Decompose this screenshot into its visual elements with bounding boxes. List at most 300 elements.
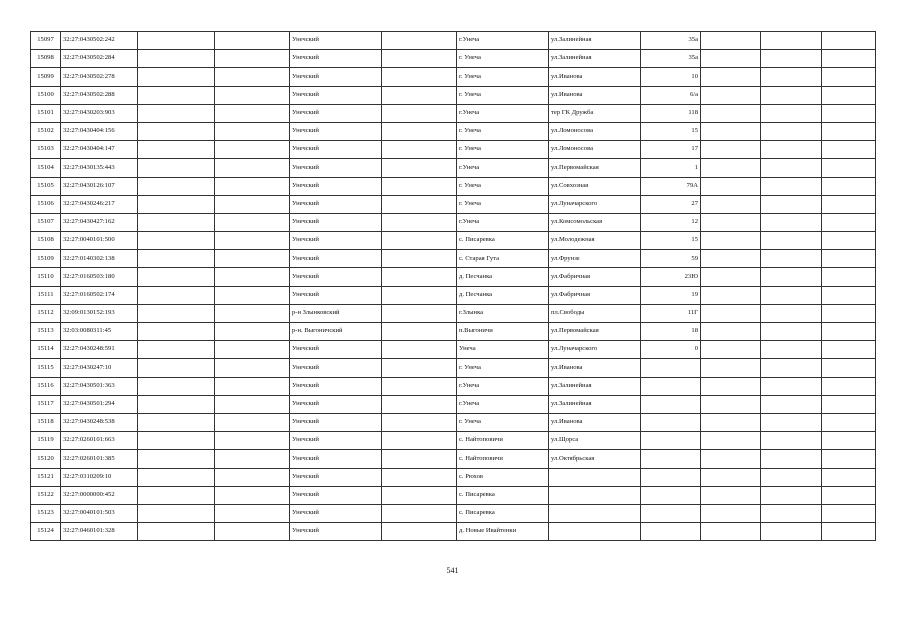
street-cell: ул.Фабричная [549, 286, 641, 304]
locality-cell: г. Унеча [457, 195, 549, 213]
record-number-cell: 15097 [31, 32, 61, 50]
empty-cell [701, 323, 761, 341]
empty-cell [382, 195, 457, 213]
cadastral-number-cell: 32:09:0130152:193 [61, 304, 138, 322]
empty-cell [215, 450, 290, 468]
empty-cell [215, 68, 290, 86]
street-cell: ул.Фрунзе [549, 250, 641, 268]
cadastral-number-cell: 32:27:0430502:288 [61, 86, 138, 104]
empty-cell [761, 250, 822, 268]
table-row [31, 195, 876, 213]
empty-cell [701, 486, 761, 504]
house-number-cell: 59 [641, 250, 701, 268]
house-number-cell [641, 432, 701, 450]
record-number-cell: 15100 [31, 86, 61, 104]
locality-cell: г. Унеча [457, 50, 549, 68]
street-cell: ул.Луначарского [549, 195, 641, 213]
empty-cell [701, 159, 761, 177]
street-cell: ул.Молодежная [549, 232, 641, 250]
district-cell: Унечский [290, 104, 382, 122]
empty-cell [822, 122, 876, 140]
empty-cell [382, 68, 457, 86]
empty-cell [701, 213, 761, 231]
empty-cell [215, 159, 290, 177]
house-number-cell: 35а [641, 32, 701, 50]
empty-cell [382, 359, 457, 377]
cadastral-number-cell: 32:27:0430404:147 [61, 141, 138, 159]
street-cell: ул.Иванова [549, 86, 641, 104]
empty-cell [701, 468, 761, 486]
locality-cell: г.Злынка [457, 304, 549, 322]
district-cell: Унечский [290, 141, 382, 159]
district-cell: Унечский [290, 486, 382, 504]
table-row [31, 159, 876, 177]
empty-cell [822, 159, 876, 177]
cadastral-number-cell: 32:27:0430404:156 [61, 122, 138, 140]
cadastral-number-cell: 32:27:0140302:138 [61, 250, 138, 268]
empty-cell [701, 359, 761, 377]
empty-cell [138, 432, 215, 450]
district-cell: р-н. Выгоничский [290, 323, 382, 341]
locality-cell: п.Выгоничи [457, 323, 549, 341]
empty-cell [138, 377, 215, 395]
empty-cell [215, 232, 290, 250]
locality-cell: г.Унеча [457, 395, 549, 413]
empty-cell [701, 268, 761, 286]
record-number-cell: 15121 [31, 468, 61, 486]
table-row [31, 413, 876, 431]
empty-cell [822, 359, 876, 377]
empty-cell [822, 177, 876, 195]
house-number-cell: 15 [641, 122, 701, 140]
district-cell: Унечский [290, 432, 382, 450]
empty-cell [215, 323, 290, 341]
empty-cell [138, 450, 215, 468]
table-row [31, 50, 876, 68]
locality-cell: г.Унеча [457, 377, 549, 395]
empty-cell [138, 50, 215, 68]
district-cell: Унечский [290, 504, 382, 522]
district-cell: Унечский [290, 395, 382, 413]
house-number-cell [641, 523, 701, 541]
table-row [31, 141, 876, 159]
empty-cell [382, 122, 457, 140]
empty-cell [138, 413, 215, 431]
empty-cell [822, 432, 876, 450]
cadastral-number-cell: 32:27:0430502:278 [61, 68, 138, 86]
empty-cell [701, 195, 761, 213]
empty-cell [701, 341, 761, 359]
empty-cell [761, 395, 822, 413]
cadastral-number-cell: 32:27:0430135:443 [61, 159, 138, 177]
locality-cell: с. Рюхов [457, 468, 549, 486]
empty-cell [822, 486, 876, 504]
house-number-cell: 12 [641, 213, 701, 231]
empty-cell [215, 468, 290, 486]
table-row [31, 286, 876, 304]
empty-cell [382, 268, 457, 286]
empty-cell [382, 504, 457, 522]
empty-cell [822, 341, 876, 359]
locality-cell: г. Унеча [457, 141, 549, 159]
empty-cell [382, 450, 457, 468]
empty-cell [138, 268, 215, 286]
empty-cell [215, 304, 290, 322]
empty-cell [138, 122, 215, 140]
record-number-cell: 15101 [31, 104, 61, 122]
locality-cell: г. Унеча [457, 413, 549, 431]
street-cell: ул.Щорса [549, 432, 641, 450]
locality-cell: г.Унеча [457, 159, 549, 177]
house-number-cell: 17 [641, 141, 701, 159]
empty-cell [215, 213, 290, 231]
house-number-cell [641, 359, 701, 377]
empty-cell [701, 32, 761, 50]
empty-cell [701, 377, 761, 395]
cadastral-number-cell: 32:27:0000000:452 [61, 486, 138, 504]
cadastral-number-cell: 32:27:0260101:663 [61, 432, 138, 450]
empty-cell [822, 195, 876, 213]
district-cell: Унечский [290, 213, 382, 231]
house-number-cell: 1 [641, 159, 701, 177]
cadastral-number-cell: 32:27:0310209:10 [61, 468, 138, 486]
house-number-cell: 15 [641, 232, 701, 250]
empty-cell [215, 432, 290, 450]
empty-cell [822, 413, 876, 431]
empty-cell [761, 504, 822, 522]
table-row [31, 86, 876, 104]
empty-cell [382, 250, 457, 268]
locality-cell: Унеча [457, 341, 549, 359]
locality-cell: с. Писаревка [457, 232, 549, 250]
house-number-cell: 10 [641, 68, 701, 86]
cadastral-number-cell: 32:27:0430501:363 [61, 377, 138, 395]
empty-cell [822, 250, 876, 268]
empty-cell [701, 50, 761, 68]
cadastral-number-cell: 32:27:0430246:217 [61, 195, 138, 213]
record-number-cell: 15122 [31, 486, 61, 504]
table-row [31, 395, 876, 413]
empty-cell [382, 86, 457, 104]
house-number-cell: 11Г [641, 304, 701, 322]
cadastral-number-cell: 32:27:0430203:903 [61, 104, 138, 122]
street-cell: ул.Первомайская [549, 159, 641, 177]
district-cell: Унечский [290, 450, 382, 468]
table-row [31, 504, 876, 522]
empty-cell [701, 177, 761, 195]
empty-cell [701, 432, 761, 450]
house-number-cell [641, 377, 701, 395]
empty-cell [215, 32, 290, 50]
house-number-cell: 27 [641, 195, 701, 213]
empty-cell [822, 213, 876, 231]
district-cell: Унечский [290, 413, 382, 431]
street-cell: пл.Свободы [549, 304, 641, 322]
empty-cell [701, 232, 761, 250]
empty-cell [761, 122, 822, 140]
empty-cell [382, 159, 457, 177]
district-cell: Унечский [290, 32, 382, 50]
cadastral-number-cell: 32:27:0430427:162 [61, 213, 138, 231]
house-number-cell [641, 486, 701, 504]
house-number-cell: 79А [641, 177, 701, 195]
street-cell: ул.Октябрьская [549, 450, 641, 468]
empty-cell [761, 450, 822, 468]
empty-cell [382, 213, 457, 231]
locality-cell: г. Унеча [457, 359, 549, 377]
empty-cell [215, 177, 290, 195]
empty-cell [138, 359, 215, 377]
street-cell: ул.Залинейная [549, 50, 641, 68]
street-cell: ул.Иванова [549, 359, 641, 377]
empty-cell [138, 159, 215, 177]
cadastral-number-cell: 32:27:0260101:385 [61, 450, 138, 468]
street-cell: ул.Залинейная [549, 32, 641, 50]
table-row [31, 377, 876, 395]
record-number-cell: 15107 [31, 213, 61, 231]
empty-cell [761, 159, 822, 177]
empty-cell [215, 50, 290, 68]
empty-cell [822, 523, 876, 541]
empty-cell [215, 341, 290, 359]
empty-cell [138, 104, 215, 122]
house-number-cell [641, 468, 701, 486]
district-cell: Унечский [290, 232, 382, 250]
empty-cell [761, 213, 822, 231]
empty-cell [382, 286, 457, 304]
empty-cell [382, 341, 457, 359]
table-row [31, 486, 876, 504]
empty-cell [215, 104, 290, 122]
empty-cell [822, 304, 876, 322]
empty-cell [701, 141, 761, 159]
table-row [31, 341, 876, 359]
empty-cell [138, 177, 215, 195]
empty-cell [138, 304, 215, 322]
locality-cell: г. Унеча [457, 122, 549, 140]
record-number-cell: 15112 [31, 304, 61, 322]
empty-cell [138, 213, 215, 231]
empty-cell [382, 104, 457, 122]
house-number-cell [641, 450, 701, 468]
empty-cell [138, 232, 215, 250]
empty-cell [761, 468, 822, 486]
empty-cell [382, 177, 457, 195]
empty-cell [138, 68, 215, 86]
empty-cell [382, 468, 457, 486]
empty-cell [701, 450, 761, 468]
cadastral-number-cell: 32:27:0460101:328 [61, 523, 138, 541]
record-number-cell: 15111 [31, 286, 61, 304]
empty-cell [761, 104, 822, 122]
empty-cell [138, 195, 215, 213]
street-cell: ул.Иванова [549, 413, 641, 431]
locality-cell: г. Унеча [457, 177, 549, 195]
empty-cell [761, 323, 822, 341]
empty-cell [138, 86, 215, 104]
locality-cell: д. Песчанка [457, 268, 549, 286]
empty-cell [701, 86, 761, 104]
empty-cell [761, 359, 822, 377]
locality-cell: г.Унеча [457, 213, 549, 231]
record-number-cell: 15110 [31, 268, 61, 286]
cadastral-number-cell: 32:27:0430502:242 [61, 32, 138, 50]
record-number-cell: 15109 [31, 250, 61, 268]
house-number-cell: 6/а [641, 86, 701, 104]
street-cell: тер ГК Дружба [549, 104, 641, 122]
empty-cell [382, 432, 457, 450]
empty-cell [701, 286, 761, 304]
empty-cell [761, 86, 822, 104]
record-number-cell: 15113 [31, 323, 61, 341]
empty-cell [822, 32, 876, 50]
empty-cell [215, 413, 290, 431]
locality-cell: д. Новые Ивайтенки [457, 523, 549, 541]
empty-cell [761, 177, 822, 195]
empty-cell [215, 486, 290, 504]
empty-cell [701, 122, 761, 140]
empty-cell [215, 122, 290, 140]
empty-cell [761, 268, 822, 286]
record-number-cell: 15108 [31, 232, 61, 250]
street-cell: ул.Комсомольская [549, 213, 641, 231]
empty-cell [138, 32, 215, 50]
cadastral-number-cell: 32:27:0040101:503 [61, 504, 138, 522]
record-number-cell: 15119 [31, 432, 61, 450]
empty-cell [822, 232, 876, 250]
district-cell: Унечский [290, 468, 382, 486]
locality-cell: с. Старая Гута [457, 250, 549, 268]
record-number-cell: 15123 [31, 504, 61, 522]
empty-cell [822, 141, 876, 159]
cadastral-number-cell: 32:27:0430247:10 [61, 359, 138, 377]
table-row [31, 122, 876, 140]
empty-cell [761, 304, 822, 322]
empty-cell [382, 523, 457, 541]
empty-cell [138, 341, 215, 359]
empty-cell [215, 250, 290, 268]
street-cell: ул.Ломоносова [549, 141, 641, 159]
district-cell: Унечский [290, 250, 382, 268]
table-row [31, 323, 876, 341]
record-number-cell: 15124 [31, 523, 61, 541]
cadastral-number-cell: 32:27:0430502:284 [61, 50, 138, 68]
empty-cell [701, 504, 761, 522]
locality-cell: с. Писаревка [457, 504, 549, 522]
cadastral-number-cell: 32:27:0430501:294 [61, 395, 138, 413]
record-number-cell: 15118 [31, 413, 61, 431]
empty-cell [701, 250, 761, 268]
empty-cell [701, 413, 761, 431]
house-number-cell: 19 [641, 286, 701, 304]
street-cell [549, 523, 641, 541]
empty-cell [822, 504, 876, 522]
empty-cell [701, 523, 761, 541]
locality-cell: г.Унеча [457, 32, 549, 50]
empty-cell [215, 523, 290, 541]
cadastral-number-cell: 32:27:0430126:107 [61, 177, 138, 195]
table-row [31, 68, 876, 86]
table-row [31, 177, 876, 195]
street-cell [549, 486, 641, 504]
empty-cell [822, 86, 876, 104]
table-row [31, 268, 876, 286]
empty-cell [138, 468, 215, 486]
empty-cell [701, 104, 761, 122]
house-number-cell: 118 [641, 104, 701, 122]
empty-cell [761, 286, 822, 304]
empty-cell [138, 141, 215, 159]
table-row [31, 304, 876, 322]
page-number: 541 [446, 566, 459, 575]
cadastral-number-cell: 32:27:0430248:538 [61, 413, 138, 431]
empty-cell [822, 268, 876, 286]
street-cell: ул.Совхозная [549, 177, 641, 195]
registry-table [30, 31, 876, 541]
table-row [31, 250, 876, 268]
street-cell: ул.Луначарского [549, 341, 641, 359]
district-cell: Унечский [290, 177, 382, 195]
empty-cell [382, 232, 457, 250]
locality-cell: г. Унеча [457, 68, 549, 86]
house-number-cell [641, 504, 701, 522]
empty-cell [761, 523, 822, 541]
table-row [31, 232, 876, 250]
district-cell: Унечский [290, 50, 382, 68]
house-number-cell: 35а [641, 50, 701, 68]
empty-cell [138, 323, 215, 341]
empty-cell [822, 395, 876, 413]
empty-cell [761, 50, 822, 68]
street-cell: ул.Первомайская [549, 323, 641, 341]
empty-cell [215, 286, 290, 304]
empty-cell [761, 195, 822, 213]
street-cell: ул.Фабричная [549, 268, 641, 286]
table-row [31, 432, 876, 450]
empty-cell [701, 68, 761, 86]
street-cell: ул.Залинейная [549, 377, 641, 395]
table-row [31, 104, 876, 122]
district-cell: Унечский [290, 68, 382, 86]
empty-cell [138, 286, 215, 304]
locality-cell: с. Найтоповичи [457, 432, 549, 450]
empty-cell [701, 395, 761, 413]
cadastral-number-cell: 32:27:0430248:591 [61, 341, 138, 359]
empty-cell [382, 377, 457, 395]
district-cell: Унечский [290, 268, 382, 286]
table-row [31, 32, 876, 50]
empty-cell [382, 32, 457, 50]
house-number-cell: 0 [641, 341, 701, 359]
empty-cell [822, 323, 876, 341]
empty-cell [822, 377, 876, 395]
locality-cell: с. Найтоповичи [457, 450, 549, 468]
registry-table-body [31, 32, 876, 541]
record-number-cell: 15104 [31, 159, 61, 177]
street-cell [549, 504, 641, 522]
empty-cell [138, 523, 215, 541]
empty-cell [822, 104, 876, 122]
district-cell: Унечский [290, 377, 382, 395]
record-number-cell: 15103 [31, 141, 61, 159]
empty-cell [701, 304, 761, 322]
empty-cell [822, 468, 876, 486]
table-row [31, 468, 876, 486]
empty-cell [382, 323, 457, 341]
district-cell: Унечский [290, 86, 382, 104]
empty-cell [382, 486, 457, 504]
empty-cell [382, 141, 457, 159]
